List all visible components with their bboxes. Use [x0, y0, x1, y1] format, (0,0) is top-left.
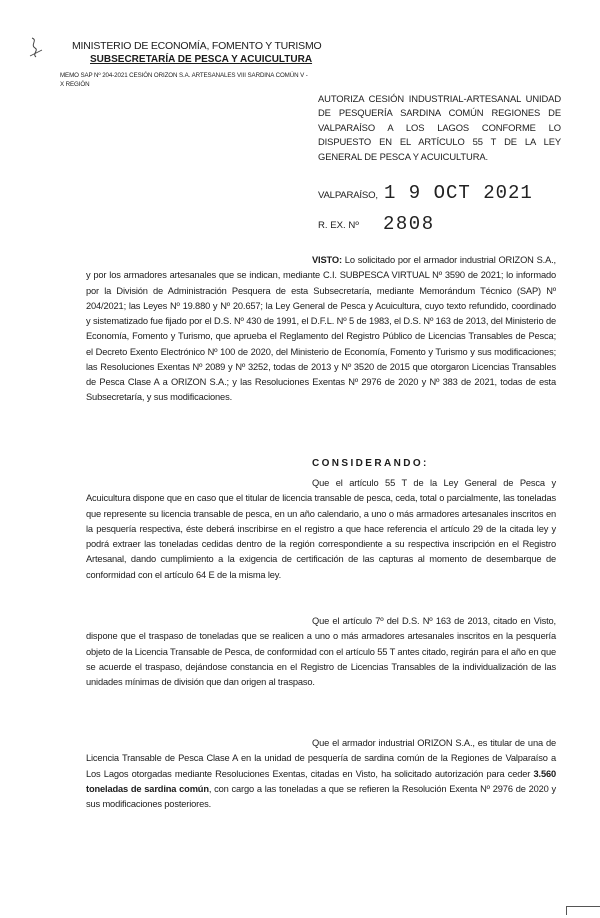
visto-label: VISTO: [312, 255, 342, 265]
paragraph-2-text: Que el artículo 7º del D.S. Nº 163 de 2013, citado en Visto, dispone que el traspaso de toneladas que se realicen a uno o más armadores artesanales inscritos en la pesquería objeto de la Licencia Transable de Pesca, de conformidad con el artículo 55 T antes citado, regirán para el año en que se acuerde el traspaso, dejándose constancia en el Registro de Licencias Transables de la individualización de las unidades mínimas de división que dan origen al traspaso. [86, 616, 556, 687]
considerando-paragraph-1 [86, 476, 556, 583]
subsecretaria-name: SUBSECRETARÍA DE PESCA Y ACUICULTURA [90, 54, 313, 65]
place-label: VALPARAÍSO, [318, 190, 378, 201]
considerando-paragraph-3 [86, 736, 556, 812]
paragraph-3-text-a: Que el armador industrial ORIZON S.A., es titular de una de Licencia Transable de Pesca Clase A en la unidad de pesquería de sardina común de la Regiones de Valparaíso a Los Lagos otorgadas mediante Resoluciones Exentas, citadas en Visto, ha solicitado autorización para ceder [86, 738, 556, 779]
paragraph-1-text: Que el artículo 55 T de la Ley General de Pesca y Acuicultura dispone que en caso que el titular de licencia transable de pesca, ceda, total o parcialmente, las toneladas que represente su licencia transable de pesca, en un año calendario, a uno o más armadores artesanales inscritos en la pesquería respectiva, éste deberá inscribirse en el registro a que hace referencia el artículo 29 de la citada ley y podrá extraer las toneladas cedidas dentro de la región correspondiente a su respectiva inscripción en el Registro Artesanal, dando cumplimiento a la exigencia de certificación de las capturas al momento de desembarque de conformidad con el artículo 64 E de la misma ley. [86, 478, 556, 580]
handwritten-mark-icon [26, 36, 48, 62]
resolution-subject: AUTORIZA CESIÓN INDUSTRIAL-ARTESANAL UNIDAD DE PESQUERÍA SARDINA COMÚN REGIONES DE VALPARAÍSO A LOS LAGOS CONFORME LO DISPUESTO EN EL ARTÍCULO 55 T DE LA LEY GENERAL DE PESCA Y ACUICULTURA. [318, 93, 561, 162]
considerando-paragraph-2 [86, 614, 556, 690]
letterhead [72, 40, 372, 65]
considerando-heading: CONSIDERANDO: [312, 458, 429, 469]
visto-text: Lo solicitado por el armador industrial ORIZON S.A., y por los armadores artesanales que se indican, mediante C.I. SUBPESCA VIRTUAL Nº 3590 de 2021; lo informado por la División de Administración Pesquera de esta Subsecretaría, mediante Memorándum Técnico (SAP) Nº 204/2021; las Leyes Nº 19.880 y Nº 20.657; la Ley General de Pesca y Acuicultura, cuyo texto refundido, coordinado y sistematizado fue fijado por el D.S. Nº 430 de 1991, el D.F.L. Nº 5 de 1983, el D.S. Nº 163 de 2013, del Ministerio de Economía, Fomento y Turismo, que aprueba el Reglamento del Registro Público de Licencias Transables de Pesca; el Decreto Exento Electrónico Nº 100 de 2020, del Ministerio de Economía, Fomento y Turismo y sus modificaciones; las Resoluciones Exentas Nº 2089 y Nº 3252, todas de 2013 y Nº 3520 de 2015 que otorgaron Licencias Transables de Pesca Clase A a ORIZON S.A.; y las Resoluciones Exentas Nº 2976 de 2020 y Nº 383 de 2021, todas de esta Subsecretaría, y sus modificaciones. [86, 255, 556, 403]
ceded-tonnage: 3.560 toneladas de sardina común [86, 768, 556, 794]
memo-reference: MEMO SAP Nº 204-2021 CESIÓN ORIZON S.A. ARTESANALES VIII SARDINA COMÚN V - X REGIÓN [60, 72, 308, 88]
visto-paragraph [86, 253, 556, 406]
scan-crop-mark [566, 906, 600, 915]
rex-label: R. EX. Nº [318, 220, 359, 231]
ministry-name: MINISTERIO DE ECONOMÍA, FOMENTO Y TURISMO [72, 40, 322, 52]
date-stamp: 1 9 OCT 2021 [384, 182, 533, 204]
rex-number: 2808 [383, 213, 435, 235]
paragraph-3-text-c: , con cargo a las toneladas a que se refieren la Resolución Exenta Nº 2976 de 2020 y sus modificaciones posteriores. [86, 783, 556, 809]
